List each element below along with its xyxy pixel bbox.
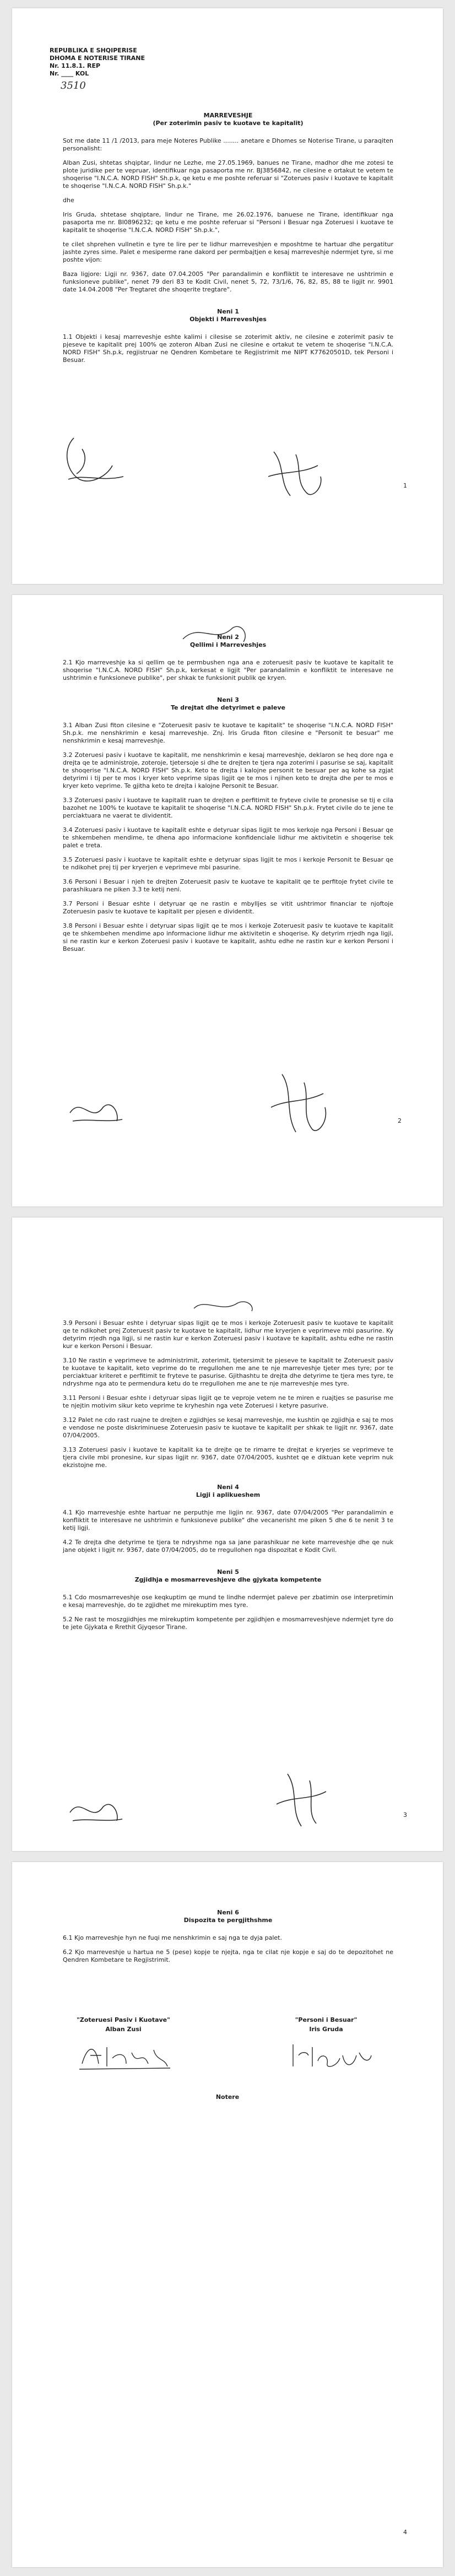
paragraph-6-2: 6.2 Kjo marreveshje u hartua ne 5 (pese) kopje te njejta, nga te cilat nje kopje e saj do te depozitohet ne Qendren Kombetare te Regjistrimit. (63, 1949, 393, 1963)
page-1 (12, 8, 443, 584)
paragraph-will: te cilet shprehen vullnetin e tyre te lire per te lidhur marreveshjen e mposhtme te hartuar dhe pergatitur jashte zyres sime. Palet e mesiperme rane dakord per permbajtjen e kesaj marreveshje ndermjet tyre, si me poshte vijon: (63, 241, 393, 263)
paragraph-4-1: 4.1 Kjo marreveshje eshte hartuar ne perputhje me ligjin nr. 9367, date 07/04/2005 "Per parandalimin e konfliktit te interesave ne ushtrimin e funksioneve publike" dhe vecanerisht me piken 5 dhe 6 te nenit 3 te ketij ligji. (63, 1509, 393, 1531)
notary-label: Notere (215, 2093, 240, 2101)
paragraph-alban: Alban Zusi, shtetas shqiptar, lindur ne Lezhe, me 27.05.1969, banues ne Tirane, madhor dhe me zotesi te plote juridike per te vepruar, identifikuar nga pasaporta me nr. BJ3856842, ne cilesine e ortakut te vetem te shoqerise "I.N.C.A. NORD FISH" Sh.p.k, qe ketu e me poshte referuar si "Zoterues pasiv i kuotave te kapitalit te shoqerise "I.N.C.A. NORD FISH" Sh.p.k." (63, 159, 393, 190)
paragraph-1-1: 1.1 Objekti i kesaj marreveshje eshte kalimi i cilesise se zoterimit aktiv, ne cilesine e zoterimit pasiv te pjeseve te kapitalit prej 100% qe zoteron Alban Zusi ne cilesine e ortakut te vetem te shoqerise "I.N.C.A. NORD FISH" Sh.p.k, regjistruar ne Qendren Kombetare te Regjistrimit me NIPT K77620501D, tek Personi i Besuar. (63, 333, 393, 364)
neni-4-title: Neni 4 (217, 1484, 239, 1491)
paragraph-3-5: 3.5 Zoteruesi pasiv i kuotave te kapitalit eshte e detyruar sipas ligjit te mos i kerkoje Personit te Besuar qe te ndikohet prej tij per kryerjen e veprimeve mbi pasurine. (63, 856, 393, 871)
neni-3-heading (63, 696, 393, 712)
paragraph-3-6: 3.6 Personi i Besuar i njeh te drejten Zoteruesit pasiv te kuotave te kapitalit qe te perfitoje frytet civile te parashikuara ne piken 3.3 te ketij neni. (63, 878, 393, 893)
page-number-1: 1 (403, 482, 407, 489)
paragraph-3-1: 3.1 Alban Zusi fiton cilesine e "Zoteruesit pasiv te kuotave te kapitalit" te shoqerise "I.N.C.A. NORD FISH" Sh.p.k. me nenshkrimin e kesaj marreveshje. Znj. Iris Gruda fiton cilesine e "Personit te besuar" me nenshkrimin e kesaj marreveshje. (63, 722, 393, 744)
neni-2-subtitle: Qellimi i Marreveshjes (189, 641, 267, 648)
neni-1-heading (63, 308, 393, 323)
neni-2-title: Neni 2 (217, 634, 239, 641)
page-2 (12, 595, 443, 1206)
neni-1-title: Neni 1 (217, 308, 239, 315)
paragraph-dhe: dhe (63, 197, 74, 204)
paragraph-3-12: 3.12 Palet ne cdo rast ruajne te drejten e zgjidhjes se kesaj marreveshje, me kushtin qe zgjidhja e saj te mos e vendose ne poste diskriminuese Zoteruesin pasiv te kuotave te kapitalit per shkak te ligjit nr. 9367, date 07/04/2005. (63, 1416, 393, 1439)
paragraph-3-8: 3.8 Personi i Besuar eshte i detyruar sipas ligjit qe te mos i kerkoje Zoteruesit pasiv te kuotave te kapitalit qe te shkembehen mendime apo informacione lidhur me aktivitetin e shoqerise. Ky detyrim rrjedh nga ligji, si ne rastin kur e kerkon Zoteruesi pasiv i kuotave te kapitalit, ashtu edhe ne rastin kur e kerkon Personi i Besuar. (63, 922, 393, 953)
paragraph-5-2: 5.2 Ne rast te moszgjidhjes me mirekuptim kompetente per zgjidhjen e mosmarreveshjeve ndermjet tyre do te jete Gjykata e Rrethit Gjyqesor Tirane. (63, 1616, 393, 1631)
neni-3-title: Neni 3 (217, 696, 239, 703)
paragraph-3-13: 3.13 Zoteruesi pasiv i kuotave te kapitalit ka te drejte qe te rimarre te drejtat e kryerjes se veprimeve te tjera civile mbi pronesine, kur sipas ligjit nr. 9367, date 07/04/2005, kushtet qe e diktuan kete veprim nuk ekzistojne me. (63, 1446, 393, 1469)
signature-left-icon (64, 1790, 125, 1829)
page-3 (12, 1217, 443, 1851)
paragraph-3-7: 3.7 Personi i Besuar eshte i detyruar qe ne rastin e mbylljes se vitit ushtrimor financiar te njoftoje Zoteruesin pasiv te kuotave te kapitalit per pjesen e dividentit. (63, 900, 393, 915)
signature-right-icon (263, 443, 329, 504)
header-line-2: DHOMA E NOTERISE TIRANE (50, 55, 145, 62)
neni-4-subtitle: Ligji i aplikueshem (196, 1491, 261, 1498)
neni-6-subtitle: Dispozita te pergjithshme (183, 1917, 273, 1924)
paragraph-3-4: 3.4 Zoteruesi pasiv i kuotave te kapitalit eshte e detyruar sipas ligjit te mos kerkoje nga Personi i Besuar qe te shkembehen mendime, te dhena apo informacione konfidenciale lidhur me aktivitetin e shoqerise tek palet e treta. (63, 826, 393, 849)
paragraph-iris: Iris Gruda, shtetase shqiptare, lindur ne Tirane, me 26.02.1976, banuese ne Tirane, identifikuar nga pasaporta me nr. BI0896232; qe ketu e me poshte referuar si "Personi i Besuar nga Zoteruesi i kuotave te kapitalit te shoqerise "I.N.C.A. NORD FISH" Sh.p.k.", (63, 211, 393, 234)
paragraph-6-1: 6.1 Kjo marreveshje hyn ne fuqi me nenshkrimin e saj nga te dyja palet. (63, 1934, 282, 1941)
signature-right-icon (266, 1069, 332, 1140)
signature-block-right (266, 2016, 387, 2077)
paragraph-5-1: 5.1 Cdo mosmarreveshje ose keqkuptim qe mund te lindhe ndermjet paleve per zbatimin ose interpretimin e kesaj marreveshje, do te zgjidhet me mirekuptim mes tyre. (63, 1594, 393, 1609)
notary-block (12, 2093, 443, 2101)
signature-right-name: Iris Gruda (309, 2026, 343, 2033)
neni-5-title: Neni 5 (217, 1568, 239, 1576)
neni-3-subtitle: Te drejtat dhe detyrimet e paleve (170, 704, 286, 711)
paragraph-4-2: 4.2 Te drejta dhe detyrime te tjera te ndryshme nga sa jane parashikuar ne kete marreveshje dhe qe nuk jane objekt i ligjit nr. 9367, date 07/04/2005, do te rregullohen nga dispozitat e Kodit Civil. (63, 1539, 393, 1554)
neni-5-heading (63, 1568, 393, 1584)
signature-right-icon (271, 1768, 332, 1834)
signature-alban-icon (74, 2036, 173, 2075)
top-scribble-icon (188, 1295, 260, 1317)
page-number-3: 3 (403, 1811, 407, 1819)
neni-2-heading (63, 634, 393, 649)
page-4 (12, 1862, 443, 2567)
signature-right-label: "Personi i Besuar" (295, 2016, 358, 2023)
signature-left-label: "Zoteruesi Pasiv i Kuotave" (77, 2016, 170, 2023)
paragraph-intro: Sot me date 11 /1 /2013, para meje Noteres Publike ........ anetare e Dhomes se Noterise Tirane, u paraqiten personalisht: (63, 137, 393, 152)
paragraph-3-9: 3.9 Personi i Besuar eshte i detyruar sipas ligjit qe te mos i kerkoje Zoteruesit pasiv te kuotave te kapitalit qe te ndikohet prej Zoteruesit pasiv te kuotave te kapitalit, lidhur me kryerjen e veprimeve mbi pasurine. Ky detyrim rrjedh nga ligji, si ne rastin kur e kerkon Zoteruesi pasiv i kuotave te kapitalit, ashtu edhe ne rastin kur e kerkon Personi i Besuar. (63, 1319, 393, 1350)
signature-iris-icon (277, 2036, 376, 2075)
paragraph-baza-ligjore: Baza ligjore: Ligji nr. 9367, date 07.04.2005 "Per parandalimin e konfliktit te interesave ne ushtrimin e funksioneve publike", nenet 79 deri 83 te Kodit Civil, nenet 5, 72, 73/1/6, 76, 82, 85, 88 te ligjit nr. 9901 date 14.04.2008 "Per Tregtaret dhe shoqerite tregtare". (63, 270, 393, 293)
paragraph-3-10: 3.10 Ne rastin e veprimeve te administrimit, zoterimit, tjetersimit te pjeseve te kapitalit te Zoteruesit pasiv te kuotave te kapitalit, keto veprime do te rregullohen me ane te nje marreveshje tjeter mes tyre; por te perciaktuar kriteret e perfitimit te fryteve te pasurise. Gjithashtu te drejta dhe detyrime te tjera mes tyre, te ndryshme nga ato te permendura ketu do te rregullohen me ane te nje marreveshje mes tyre. (63, 1357, 393, 1387)
page-4-body (63, 1909, 393, 1971)
paragraph-3-3: 3.3 Zoteruesi pasiv i kuotave te kapitalit ruan te drejten e perfitimit te fryteve civile te pronesise se tij e cila bazohet ne 100% te kuotave te kapitalit te shoqerise "I.N.C.A. NORD FISH" Sh.p.k. Frytet civile do te jene te perciaktuara ne vaerat te dividentit. (63, 797, 393, 819)
signature-left-icon (64, 1091, 125, 1129)
page-1-body (63, 112, 393, 371)
paragraph-3-11: 3.11 Personi i Besuar eshte i detyruar sipas ligjit qe te veproje vetem ne te miren e ruajtjes se pasurise me te njejtin motivim sikur keto veprime te kryheshin nga vete Zoteruesi i ketyre pasurive. (63, 1394, 393, 1409)
neni-5-subtitle: Zgjidhja e mosmarreveshjeve dhe gjykata kompetente (134, 1576, 322, 1583)
signature-block-left (63, 2016, 184, 2077)
neni-4-heading (63, 1484, 393, 1499)
page-number-2: 2 (398, 1117, 402, 1124)
header-handwritten-number: 3510 (61, 80, 86, 91)
paragraph-2-1: 2.1 Kjo marreveshje ka si qellim qe te permbushen nga ana e zoteruesit pasiv te kuotave te kapitalit te shoqerise "I.N.C.A. NORD FISH" Sh.p.k, kerkesat e ligjit "Per parandalimin e konfliktit te interesave ne ushtrimin e funksioneve publike", per shkak te funksionit publik qe kryen. (63, 659, 393, 681)
signature-left-icon (57, 427, 129, 493)
document-subtitle: (Per zoterimin pasiv te kuotave te kapitalit) (153, 120, 304, 127)
header-line-1: REPUBLIKA E SHQIPERISE (50, 47, 137, 54)
page-2-body (63, 634, 393, 960)
header-line-3: Nr. 11.8.1. REP (50, 62, 101, 69)
neni-6-heading (63, 1909, 393, 1924)
header-block (50, 47, 145, 91)
paragraph-3-2: 3.2 Zoteruesi pasiv i kuotave te kapitalit, me nenshkrimin e kesaj marreveshje, deklaron se heq dore nga e drejta qe te administroje, zoteroje, tjetersoje si dhe te drejten te tjera nga zoterimi i pasurise se saj, kapitalit te shoqerise "I.N.C.A. NORD FISH" Sh.p.k. Keto te drejta i kalojne personit te besuar per aq kohe sa zgjat detyrimi i tij per te mos i kryer keto veprime sipas ligjit qe te mos i njihen keto te drejta dhe per te mos e kryer keto veprime. Te gjitha keto te drejta i kalojne Personit te Besuar. (63, 751, 393, 789)
page-number-4: 4 (403, 2529, 407, 2536)
document-title: MARREVESHJE (203, 112, 253, 119)
page-3-body (63, 1319, 393, 1638)
neni-6-title: Neni 6 (217, 1909, 239, 1916)
signature-left-name: Alban Zusi (105, 2026, 142, 2033)
neni-1-subtitle: Objekti i Marreveshjes (189, 316, 267, 323)
header-line-4: Nr. ____ KOL (50, 70, 89, 77)
